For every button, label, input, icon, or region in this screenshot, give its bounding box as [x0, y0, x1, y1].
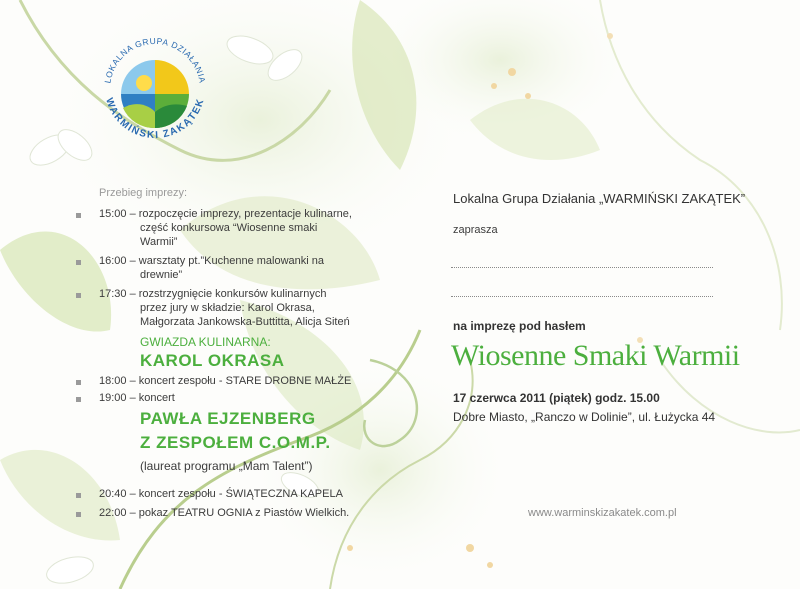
program-item-3-line-2: przez jury w składzie: Karol Okrasa,: [140, 302, 315, 314]
organizer-line: Lokalna Grupa Działania „WARMIŃSKI ZAKĄTEK”: [453, 191, 746, 206]
bullet-icon: [76, 512, 81, 517]
program-heading: Przebieg imprezy:: [99, 187, 188, 199]
invites-word: zaprasza: [453, 224, 498, 236]
program-item-2-line-1: 16:00 – warsztaty pt.”Kuchenne malowanki na: [99, 255, 325, 267]
program-item-6: 20:40 – koncert zespołu - ŚWIĄTECZNA KAPELA: [99, 488, 343, 500]
bullet-icon: [76, 260, 81, 265]
bullet-icon: [76, 493, 81, 498]
program-item-3-line-1: 17:30 – rozstrzygnięcie konkursów kulinarnych: [99, 288, 327, 300]
program-item-1-line-1: 15:00 – rozpoczęcie imprezy, prezentacje kulinarne,: [99, 208, 352, 220]
star-label: GWIAZDA KULINARNA:: [140, 335, 271, 349]
band-name-line-1: PAWŁA EJZENBERG: [140, 409, 316, 428]
program-item-5: 19:00 – koncert: [99, 392, 175, 404]
program-item-3-line-3: Małgorzata Jankowska-Buttitta, Alicja Siteń: [140, 316, 350, 328]
band-note: (laureat programu „Mam Talent”): [140, 459, 313, 473]
program-item-7: 22:00 – pokaz TEATRU OGNIA z Piastów Wielkich.: [99, 507, 350, 519]
bullet-icon: [76, 293, 81, 298]
motto-intro: na imprezę pod hasłem: [453, 319, 586, 333]
event-title: Wiosenne Smaki Warmii: [451, 339, 740, 372]
program-item-2-line-2: drewnie”: [140, 269, 183, 281]
event-date: 17 czerwca 2011 (piątek) godz. 15.00: [453, 391, 660, 405]
website-link[interactable]: www.warminskizakatek.com.pl: [528, 507, 677, 519]
program-item-4: 18:00 – koncert zespołu - STARE DROBNE MAŁŻE: [99, 375, 352, 387]
bullet-icon: [76, 213, 81, 218]
program-item-1-line-3: Warmii”: [140, 236, 178, 248]
guest-name-line: [451, 296, 713, 297]
star-name: KAROL OKRASA: [140, 351, 285, 370]
logo-text-bottom: WARMIŃSKI ZAKĄTEK: [103, 96, 207, 142]
program-item-1-line-2: część konkursowa “Wiosenne smaki: [140, 222, 318, 234]
logo-text-top: LOKALNA GRUPA DZIAŁANIA: [102, 35, 208, 85]
bullet-icon: [76, 380, 81, 385]
event-place: Dobre Miasto, „Ranczo w Dolinie”, ul. Łużycka 44: [453, 410, 716, 424]
bullet-icon: [76, 397, 81, 402]
logo: [92, 26, 218, 152]
logo-emblem: [92, 26, 218, 152]
guest-name-line: [451, 267, 713, 268]
band-name-line-2: Z ZESPOŁEM C.O.M.P.: [140, 433, 331, 452]
